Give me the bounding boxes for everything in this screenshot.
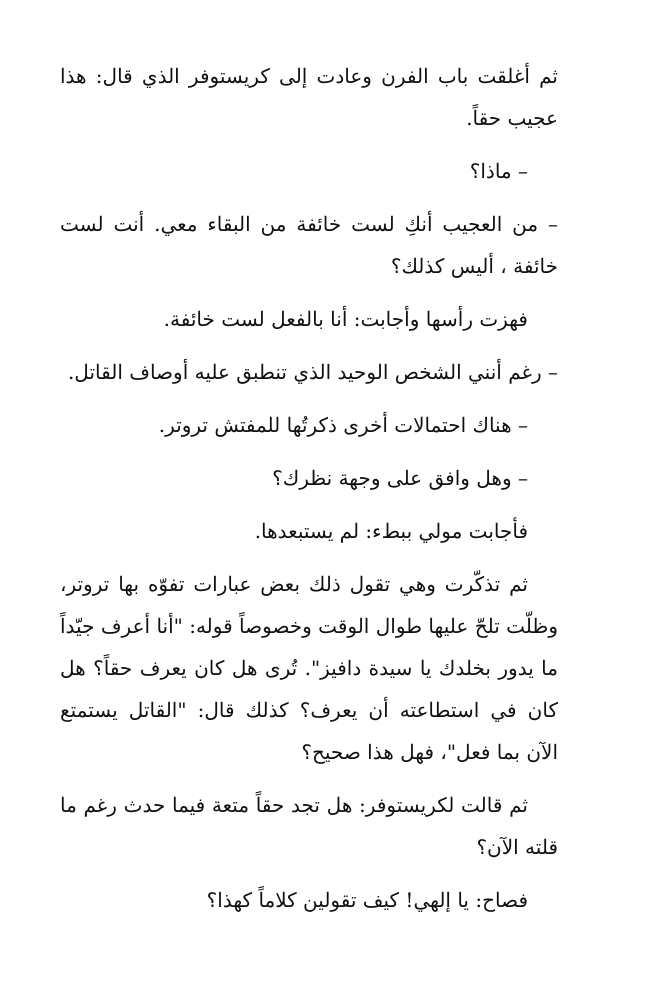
paragraph-5: – رغم أنني الشخص الوحيد الذي تنطبق عليه أوصاف القاتل.: [67, 360, 558, 384]
paragraph-8: فأجابت مولي ببطء: لم يستبعدها.: [254, 519, 528, 543]
paragraph-11: فصاح: يا إلهي! كيف تقولين كلاماً كهذا؟: [206, 888, 528, 912]
paragraph-6: – هناك احتمالات أخرى ذكرتُها للمفتش تروتر.: [158, 413, 528, 437]
paragraph-7: – وهل وافق على وجهة نظرك؟: [272, 466, 528, 490]
page-text: [60, 55, 558, 932]
paragraph-9: ثم تذكّرت وهي تقول ذلك بعض عبارات تفوّه بها تروتر، وظلّت تلحّ عليها طوال الوقت وخصوصاً قوله: "أنا أعرف جيّداً ما يدور بخلدك يا سيدة دافيز". تُرى هل كان يعرف حقاً؟ هل كان في استطاعته أن يعرف؟ كذلك قال: "القاتل يستمتع الآن بما فعل"، فهل هذا صحيح؟: [60, 572, 558, 764]
paragraph-1: ثم أغلقت باب الفرن وعادت إلى كريستوفر الذي قال: هذا عجيب حقاً.: [60, 64, 558, 130]
paragraph-3: – من العجيب أنكِ لست خائفة من البقاء معي. أنت لست خائفة ، أليس كذلك؟: [60, 212, 558, 278]
paragraph-2: – ماذا؟: [469, 159, 528, 183]
paragraph-10: ثم قالت لكريستوفر: هل تجد حقاً متعة فيما حدث رغم ما قلته الآن؟: [60, 793, 558, 859]
paragraph-4: فهزت رأسها وأجابت: أنا بالفعل لست خائفة.: [163, 307, 528, 331]
